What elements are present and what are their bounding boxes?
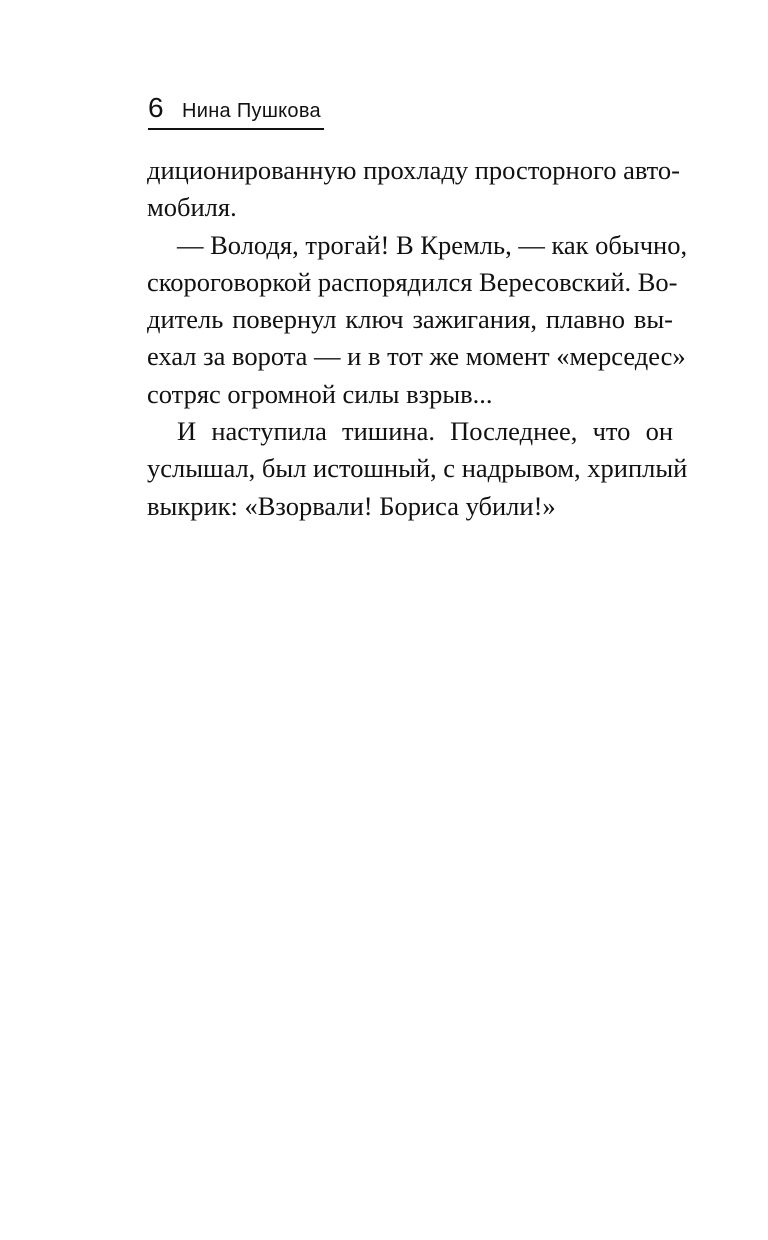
page-number: 6 — [148, 92, 164, 123]
text-line: выкрик: «Взорвали! Бориса убили!» — [147, 490, 556, 521]
text-line: — Володя, трогай! В Кремль, — как обычно, — [177, 229, 688, 260]
text-line: диционированную прохладу просторного авто- — [147, 155, 680, 185]
running-head — [148, 92, 324, 130]
text-line: сотряс огромной силы взрыв... — [147, 378, 493, 409]
running-head-author: Нина Пушкова — [182, 100, 321, 122]
body-text — [147, 152, 688, 525]
text-line: услышал, был истошный, с надрывом, хриплый — [147, 453, 688, 484]
text-line: ехал за ворота — и в тот же момент «мерседес» — [147, 341, 686, 372]
text-line: И наступила тишина. Последнее, что он — [177, 416, 673, 447]
text-line: дитель повернул ключ зажигания, плавно вы- — [147, 304, 673, 335]
text-line: скороговоркой распорядился Вересовский. Во- — [147, 266, 678, 297]
text-line: мобиля. — [147, 192, 237, 223]
